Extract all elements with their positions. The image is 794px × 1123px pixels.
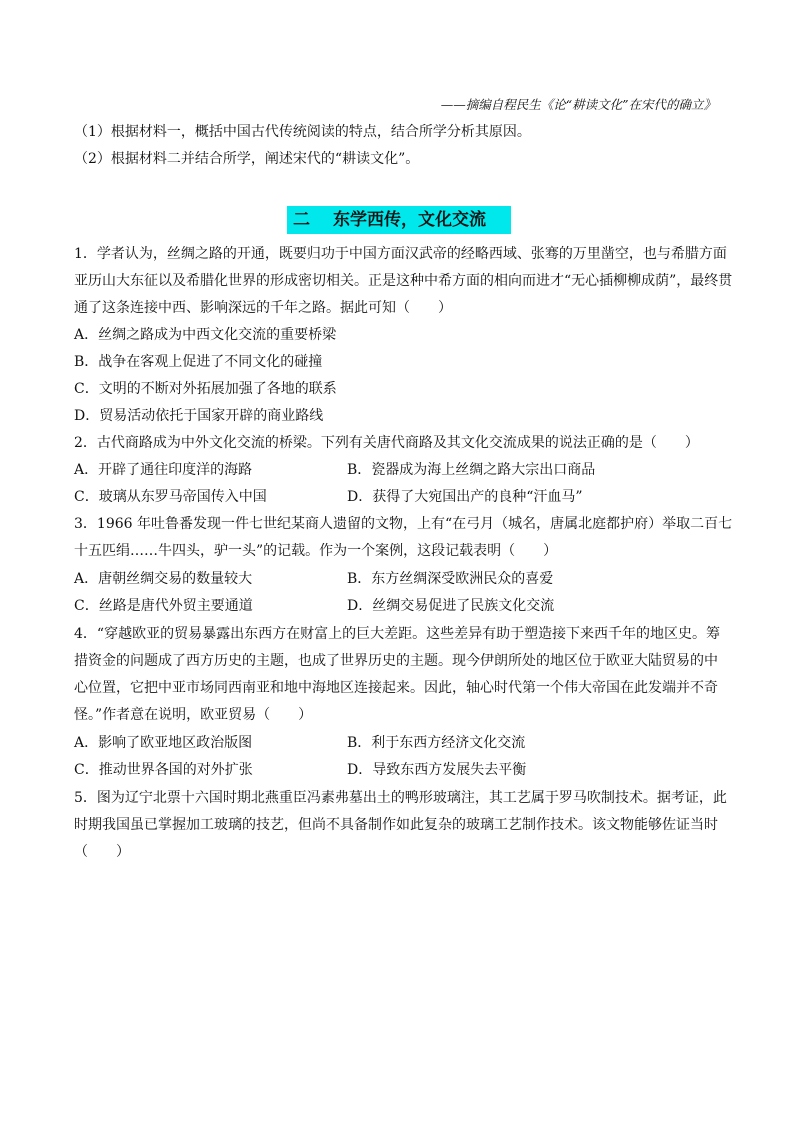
section-heading <box>287 206 511 234</box>
q5-stem-line-1: 5．图为辽宁北票十六国时期北燕重臣冯素弗墓出土的鸭形玻璃注，其工艺属于罗马吹制技术。据考证，此 <box>74 790 727 806</box>
q3-stem-line-1: 3．1966 年吐鲁番发现一件七世纪某商人遗留的文物，上有“在弓月（城名，唐属北庭都护府）举取二百七 <box>74 516 733 532</box>
section-number: 二 <box>293 210 310 230</box>
q3-stem-line-2: 十五匹绢……牛四头，驴一头”的记载。作为一个案例，这段记载表明（ ） <box>74 543 558 559</box>
q2-stem-line-1: 2．古代商路成为中外文化交流的桥梁。下列有关唐代商路及其文化交流成果的说法正确的是（ ） <box>74 435 699 451</box>
q2-option-c[interactable]: C．玻璃从东罗马帝国传入中国 <box>74 489 267 505</box>
q4-option-c[interactable]: C．推动世界各国的对外扩张 <box>74 762 253 778</box>
source-citation: ——摘编自程民生《论“耕读文化”在宋代的确立》 <box>440 97 716 112</box>
q3-option-b[interactable]: B．东方丝绸深受欧洲民众的喜爱 <box>347 571 554 587</box>
q3-option-c[interactable]: C．丝路是唐代外贸主要通道 <box>74 598 253 614</box>
prev-question-1: （1）根据材料一，概括中国古代传统阅读的特点，结合所学分析其原因。 <box>74 124 531 140</box>
prev-question-2: （2）根据材料二并结合所学，阐述宋代的“耕读文化”。 <box>74 151 420 167</box>
q5-stem-line-2: 时期我国虽已掌握加工玻璃的技艺，但尚不具备制作如此复杂的玻璃工艺制作技术。该文物能够佐证当时 <box>74 817 718 833</box>
section-title: 东学西传，文化交流 <box>333 210 486 230</box>
q3-option-d[interactable]: D．丝绸交易促进了民族文化交流 <box>347 598 555 614</box>
q2-option-d[interactable]: D．获得了大宛国出产的良种“汗血马” <box>347 489 583 505</box>
q5-stem-line-3: （ ） <box>74 844 130 860</box>
q3-option-a[interactable]: A．唐朝丝绸交易的数量较大 <box>74 571 253 587</box>
q4-stem-line-2: 措资金的问题成了西方历史的主题，也成了世界历史的主题。现今伊朗所处的地区位于欧亚大陆贸易的中 <box>74 653 718 669</box>
q1-stem-line-2: 亚历山大东征以及希腊化世界的形成密切相关。正是这种中希方面的相向而进才“无心插柳柳成荫”，最终贯 <box>74 273 733 289</box>
q4-option-d[interactable]: D．导致东西方发展失去平衡 <box>347 762 527 778</box>
q1-option-a[interactable]: A．丝绸之路成为中西文化交流的重要桥梁 <box>74 327 337 343</box>
q1-option-b[interactable]: B．战争在客观上促进了不同文化的碰撞 <box>74 354 323 370</box>
q4-option-a[interactable]: A．影响了欧亚地区政治版图 <box>74 735 253 751</box>
q1-stem-line-3: 通了这条连接中西、影响深远的千年之路。据此可知（ ） <box>74 300 452 316</box>
q4-stem-line-4: 怪。”作者意在说明，欧亚贸易（ ） <box>74 707 313 723</box>
q1-option-d[interactable]: D．贸易活动依托于国家开辟的商业路线 <box>74 408 324 424</box>
q4-option-b[interactable]: B．利于东西方经济文化交流 <box>347 735 526 751</box>
q4-stem-line-1: 4．“穿越欧亚的贸易暴露出东西方在财富上的巨大差距。这些差异有助于塑造接下来西千年的地区史。筹 <box>74 626 721 642</box>
q4-stem-line-3: 心位置，它把中亚市场同西南亚和地中海地区连接起来。因此，轴心时代第一个伟大帝国在此发端并不奇 <box>74 680 718 696</box>
q2-option-a[interactable]: A．开辟了通往印度洋的海路 <box>74 462 253 478</box>
q1-stem-line-1: 1．学者认为，丝绸之路的开通，既要归功于中国方面汉武帝的经略西域、张骞的万里凿空，也与希腊方面 <box>74 246 727 262</box>
q2-option-b[interactable]: B．瓷器成为海上丝绸之路大宗出口商品 <box>347 462 596 478</box>
q1-option-c[interactable]: C．文明的不断对外拓展加强了各地的联系 <box>74 381 337 397</box>
